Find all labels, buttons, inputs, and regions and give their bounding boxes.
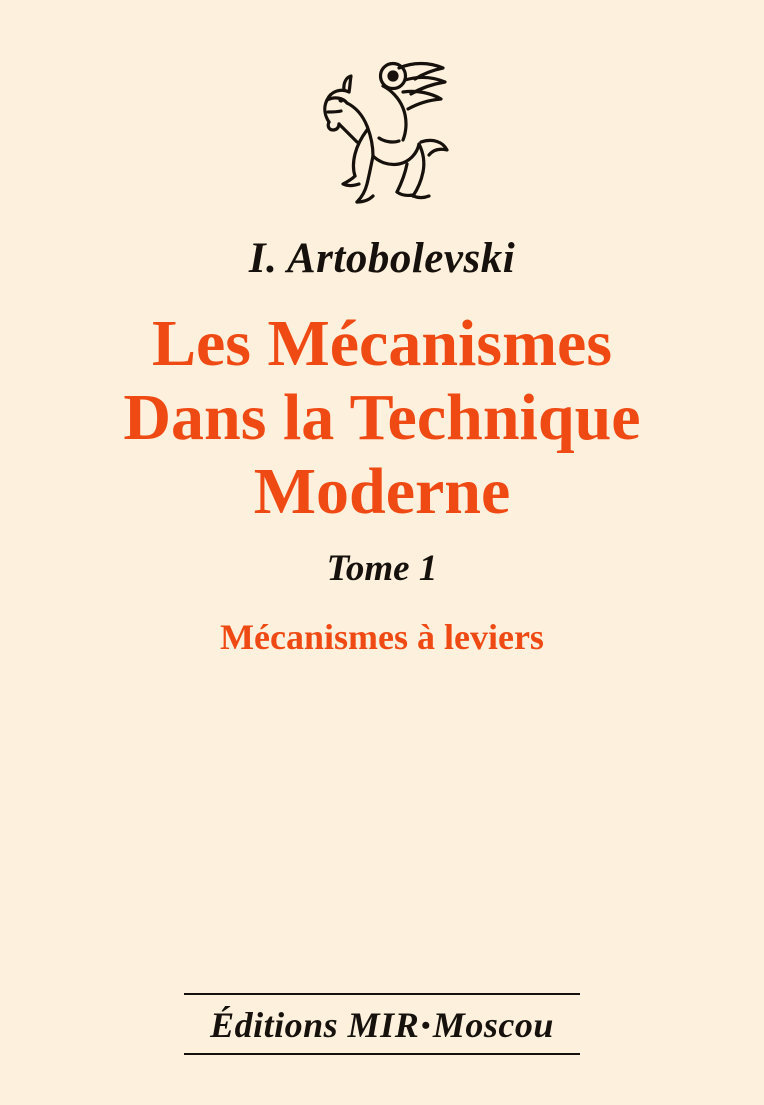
book-subtitle: Mécanismes à leviers (220, 616, 544, 657)
volume-label: Tome 1 (326, 547, 438, 589)
author-name: I. Artobolevski (248, 235, 516, 282)
divider-bottom (184, 1053, 580, 1055)
book-title (32, 307, 732, 529)
title-line-1: Les Mécanismes (151, 307, 613, 381)
title-line-2: Dans la Technique (123, 381, 641, 455)
title-line-3: Moderne (253, 454, 511, 528)
publisher-name: Éditions MIR (210, 1005, 420, 1045)
publisher-block (0, 993, 764, 1055)
publisher-separator: • (421, 1011, 431, 1040)
publisher-city: Moscou (432, 1005, 554, 1045)
pegasus-logo (287, 46, 477, 206)
publisher-imprint (210, 995, 554, 1053)
